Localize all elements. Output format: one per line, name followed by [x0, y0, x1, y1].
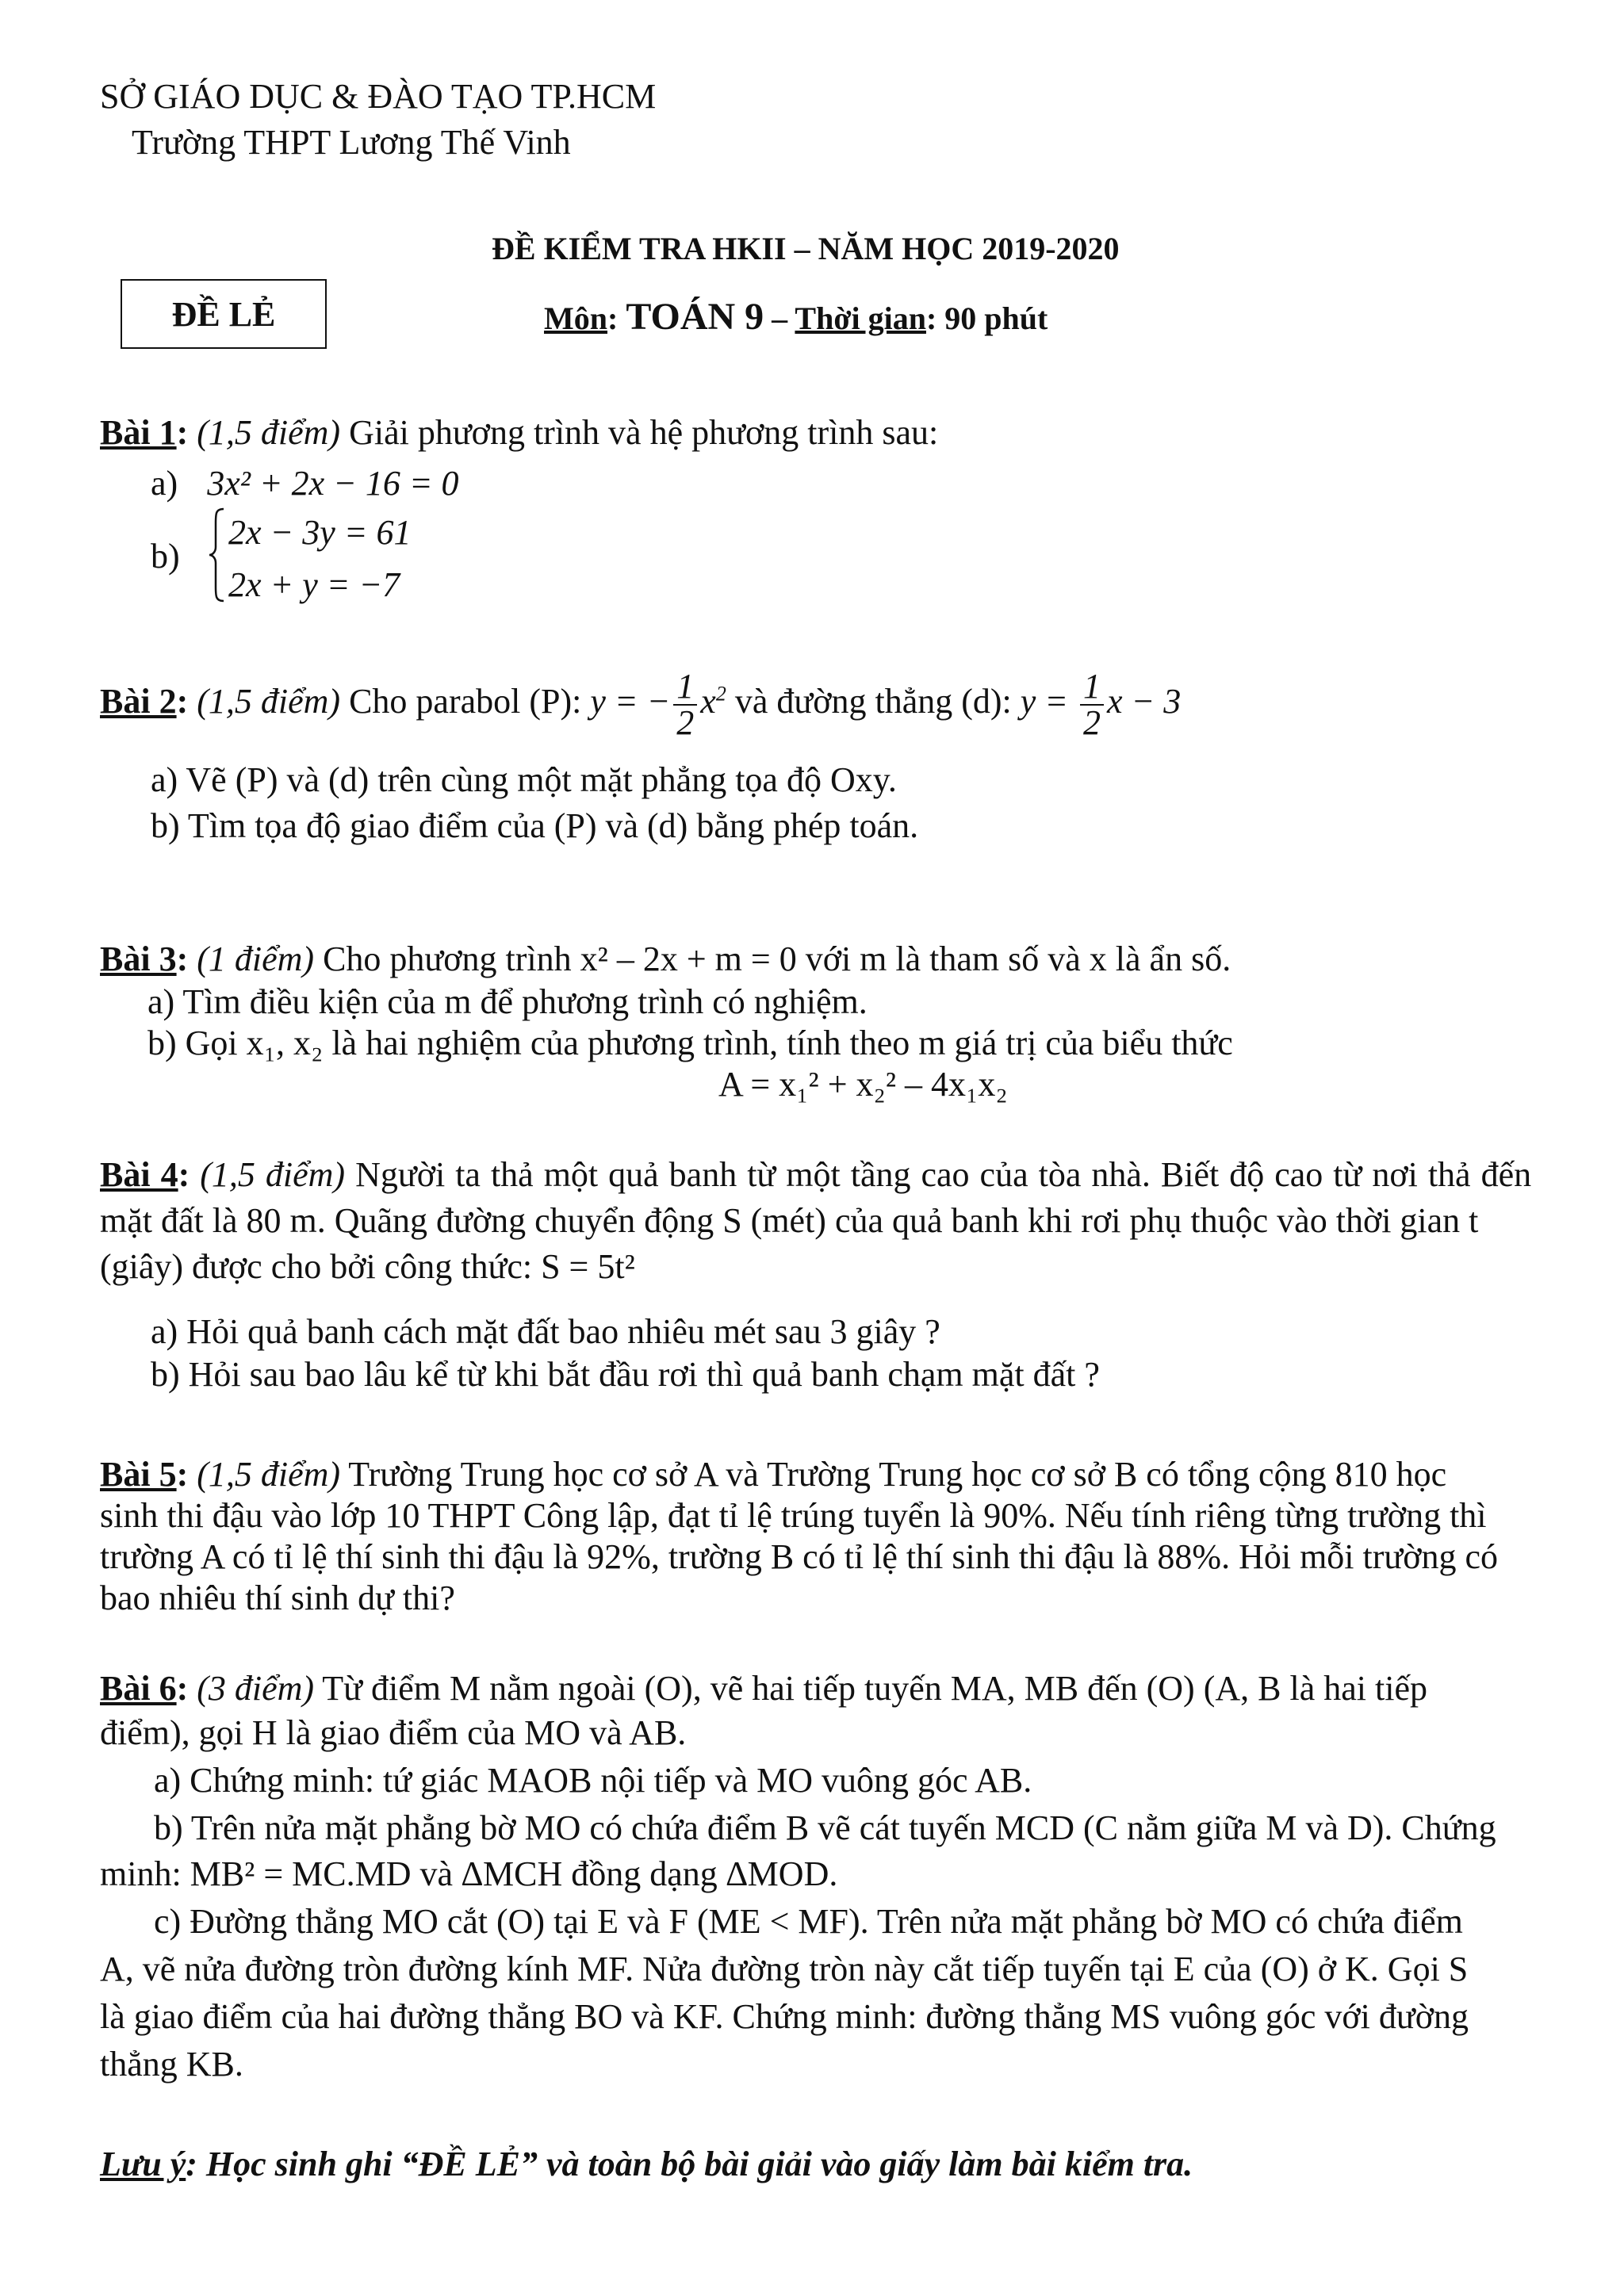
bai2-b: b) Tìm tọa độ giao điểm của (P) và (d) bằng phép toán. — [151, 806, 919, 845]
bai3-heading: Bài 3: (1 điểm) Cho phương trình x² – 2x + m = 0 với m là tham số và x là ẩn số. — [100, 939, 1231, 978]
bai6-c3: là giao điểm của hai đường thẳng BO và KF. Chứng minh: đường thẳng MS vuông góc với đường — [100, 1997, 1469, 2036]
bai6-a: a) Chứng minh: tứ giác MAOB nội tiếp và MO vuông góc AB. — [154, 1761, 1032, 1800]
bai2-text1: Cho parabol (P): — [349, 682, 582, 721]
line-frac-den: 2 — [1083, 703, 1101, 742]
parabol-frac-num: 1 — [673, 669, 697, 706]
bai1-label: Bài 1 — [100, 413, 177, 452]
time-label: Thời gian — [795, 300, 926, 336]
bai2-points: (1,5 điểm) — [197, 682, 341, 721]
bai4-points: (1,5 điểm) — [200, 1155, 346, 1194]
subject-value: TOÁN 9 — [626, 296, 764, 338]
school-name: Trường THPT Lương Thế Vinh — [132, 123, 571, 162]
bai6-b2: minh: MB² = MC.MD và ∆MCH đồng dạng ∆MOD. — [100, 1854, 838, 1893]
bai1-b-eq1: 2x − 3y = 61 — [228, 513, 412, 552]
bai2-text2: và đường thẳng (d): — [734, 682, 1012, 721]
department-name: SỞ GIÁO DỤC & ĐÀO TẠO TP.HCM — [100, 77, 657, 116]
note-text: : Học sinh ghi “ĐỀ LẺ” và toàn bộ bài giải vào giấy làm bài kiểm tra. — [186, 2145, 1193, 2183]
bai6-b1: b) Trên nửa mặt phẳng bờ MO có chứa điểm B vẽ cát tuyến MCD (C nằm giữa M và D). Chứng — [154, 1808, 1496, 1847]
bai3-points: (1 điểm) — [197, 939, 315, 978]
bai5-text1: Trường Trung học cơ sở A và Trường Trung học cơ sở B có tổng cộng 810 học — [348, 1455, 1447, 1494]
bai1-a-equation: 3x² + 2x − 16 = 0 — [207, 464, 459, 503]
bai4-line1: Bài 4: (1,5 điểm) Người ta thả một quả banh từ một tầng cao của tòa nhà. Biết độ cao từ nơi thả đến — [100, 1155, 1532, 1194]
bai6-c2: A, vẽ nửa đường tròn đường kính MF. Nửa đường tròn này cắt tiếp tuyến tại E của (O) ở K. Gọi S — [100, 1950, 1469, 1988]
version-box — [121, 279, 327, 349]
bai5-line1: Bài 5: (1,5 điểm) Trường Trung học cơ sở A và Trường Trung học cơ sở B có tổng cộng 810 học — [100, 1455, 1447, 1494]
bai1-points: (1,5 điểm) — [197, 413, 341, 452]
bai1-b-label: b) — [151, 537, 180, 576]
bai5-label: Bài 5 — [100, 1455, 177, 1494]
subject-line: Môn: TOÁN 9 – Thời gian: 90 phút — [544, 296, 1048, 338]
note-line — [100, 2144, 1193, 2184]
bai6-c1: c) Đường thẳng MO cắt (O) tại E và F (ME < MF). Trên nửa mặt phẳng bờ MO có chứa điểm — [154, 1902, 1463, 1941]
subject-label: Môn — [544, 300, 607, 336]
bai1-heading: Bài 1: (1,5 điểm) Giải phương trình và hệ phương trình sau: — [100, 413, 939, 452]
bai6-text1: Từ điểm M nằm ngoài (O), vẽ hai tiếp tuyến MA, MB đến (O) (A, B là hai tiếp — [322, 1669, 1427, 1708]
parabol-frac-den: 2 — [676, 703, 695, 742]
line-equation: y = $\frac{1}{2}$ x − 3 — [1020, 667, 1182, 742]
bai4-line3: (giây) được cho bởi công thức: S = 5t² — [100, 1247, 635, 1286]
bai6-c4: thẳng KB. — [100, 2045, 243, 2084]
bai2-label: Bài 2 — [100, 682, 177, 721]
bai5-line2: sinh thi đậu vào lớp 10 THPT Công lập, đạt tỉ lệ trúng tuyển là 90%. Nếu tính riêng từng trường thì — [100, 1496, 1487, 1535]
bai5-points: (1,5 điểm) — [197, 1455, 341, 1494]
bai1-b-eq2: 2x + y = −7 — [228, 565, 400, 604]
bai4-line2: mặt đất là 80 m. Quãng đường chuyển động S (mét) của quả banh khi rơi phụ thuộc vào thời gian t — [100, 1201, 1479, 1240]
bai4-a: a) Hỏi quả banh cách mặt đất bao nhiêu mét sau 3 giây ? — [151, 1312, 940, 1351]
bai5-line3: trường A có tỉ lệ thí sinh thi đậu là 92%, trường B có tỉ lệ thí sinh thi đậu là 88%. Hỏi mỗi trường có — [100, 1537, 1499, 1576]
parabol-equation: y = − $\frac{1}{2}$ $x^2$ — [590, 667, 726, 742]
bai2-a: a) Vẽ (P) và (d) trên cùng một mặt phẳng tọa độ Oxy. — [151, 760, 897, 799]
bai1-text: Giải phương trình và hệ phương trình sau: — [349, 413, 939, 452]
bai3-expression: A = x₁² + x₂² – 4x₁x₂ — [718, 1065, 1008, 1104]
bai5-line4: bao nhiêu thí sinh dự thi? — [100, 1578, 455, 1617]
bai2-heading: Bài 2: (1,5 điểm) Cho parabol (P): y = − $\frac{1}{2}$ $x^2$ và đường thẳng (d): y = $\frac{1}{2}$ x − 3 — [100, 667, 1182, 742]
exam-title: ĐỀ KIỂM TRA HKII – NĂM HỌC 2019-2020 — [492, 231, 1120, 266]
bai3-label: Bài 3 — [100, 939, 177, 978]
bai6-line2: điểm), gọi H là giao điểm của MO và AB. — [100, 1713, 687, 1752]
bai1-a-label: a) — [151, 464, 178, 503]
bai1-a — [151, 463, 459, 503]
version-label: ĐỀ LẺ — [171, 294, 276, 334]
bai6-label: Bài 6 — [100, 1669, 177, 1708]
bai4-b: b) Hỏi sau bao lâu kể từ khi bắt đầu rơi thì quả banh chạm mặt đất ? — [151, 1355, 1100, 1394]
bai3-a: a) Tìm điều kiện của m để phương trình có nghiệm. — [147, 982, 868, 1021]
bai4-text1: Người ta thả một quả banh từ một tầng cao của tòa nhà. Biết độ cao từ nơi thả đến — [355, 1155, 1532, 1194]
bai4-label: Bài 4 — [100, 1155, 178, 1194]
bai3-text: Cho phương trình x² – 2x + m = 0 với m là tham số và x là ẩn số. — [323, 939, 1231, 978]
bai6-line1: Bài 6: (3 điểm) Từ điểm M nằm ngoài (O), vẽ hai tiếp tuyến MA, MB đến (O) (A, B là hai tiếp — [100, 1669, 1427, 1708]
bai6-points: (3 điểm) — [197, 1669, 315, 1708]
time-value: 90 phút — [944, 300, 1048, 336]
note-label: Lưu ý — [100, 2145, 186, 2183]
bai3-b: b) Gọi x₁, x₂ là hai nghiệm của phương trình, tính theo m giá trị của biểu thức — [147, 1024, 1233, 1062]
line-frac-num: 1 — [1080, 669, 1104, 706]
system-brace-icon — [208, 507, 225, 611]
